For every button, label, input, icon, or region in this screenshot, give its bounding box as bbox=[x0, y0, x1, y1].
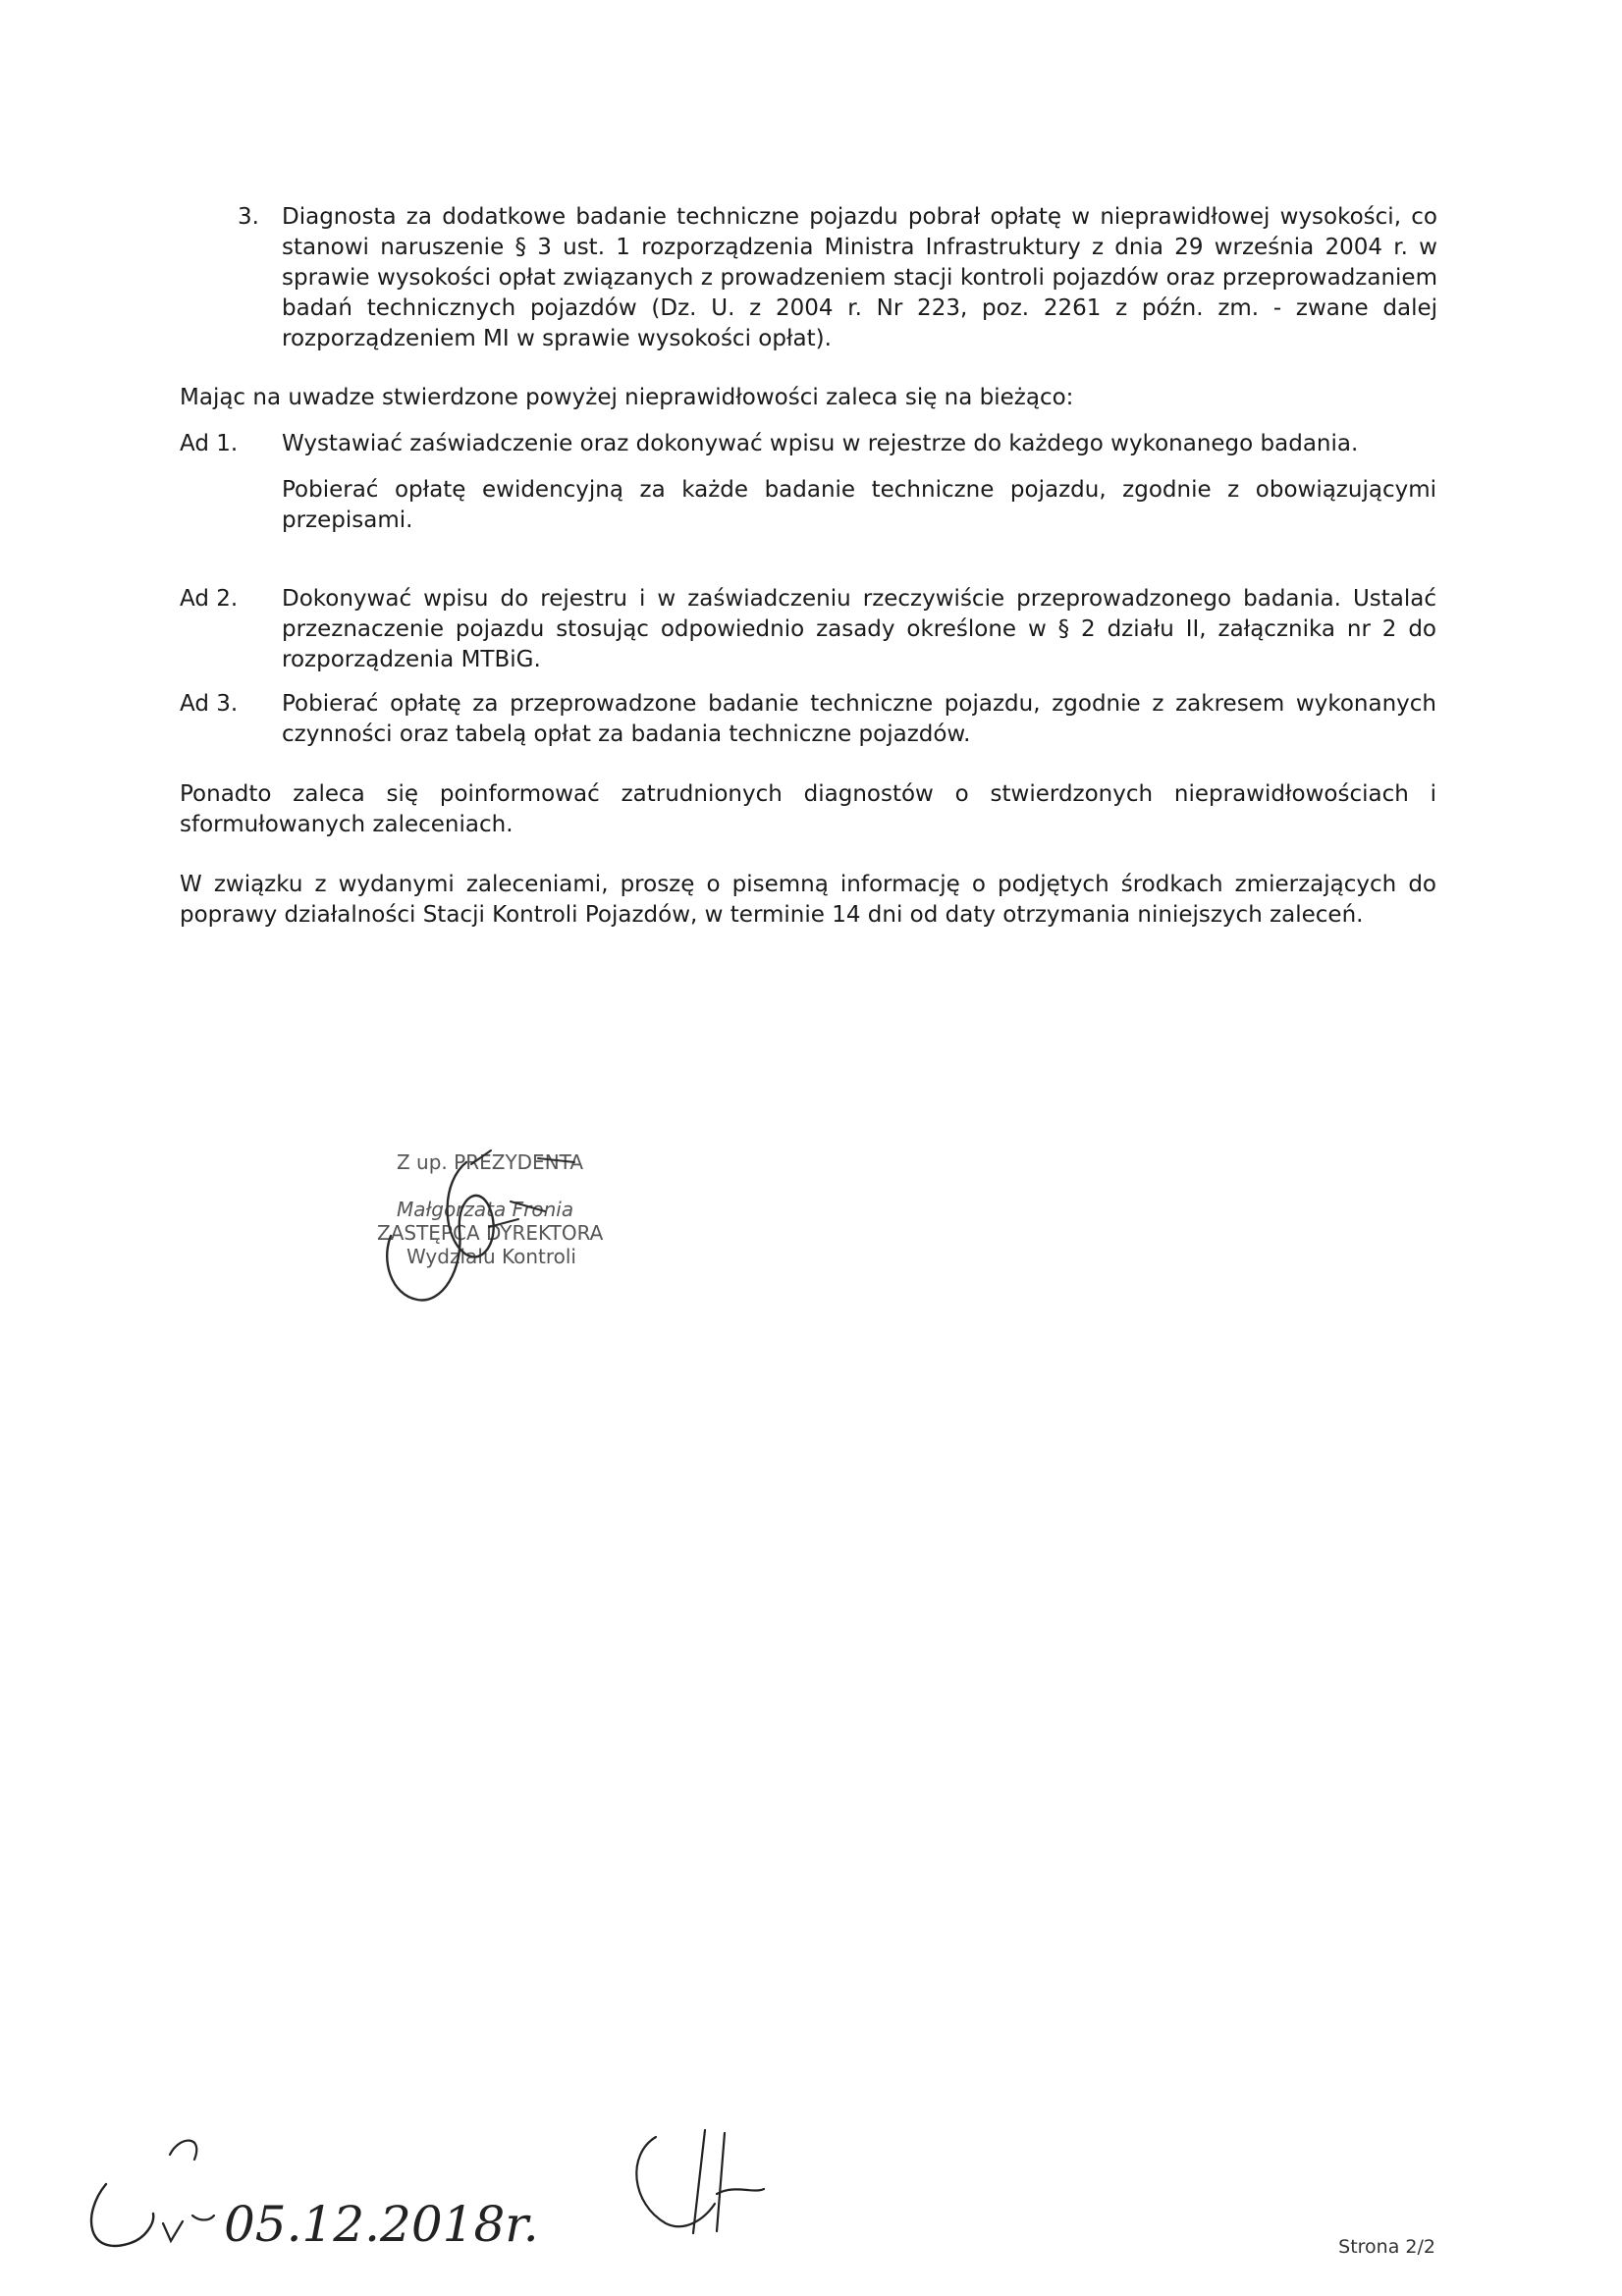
finding-text: Diagnosta za dodatkowe badanie techniczne pojazdu pobrał opłatę w nieprawidłowej wysokości, co stanowi naruszenie § 3 ust. 1 rozporządzenia Ministra Infrastruktury z dnia 29 września 2004 r. w sprawie wysokości opłat związanych z prowadzeniem stacji kontroli pojazdów oraz przeprowadzaniem badań technicznych pojazdów (Dz. U. z 2004 r. Nr 223, poz. 2261 z późn. zm. - zwane dalej rozporządzeniem MI w sprawie wysokości opłat). bbox=[282, 204, 1437, 351]
signature-name: Małgorzata Fronia bbox=[397, 1198, 574, 1221]
recommendation-paragraph: Wystawiać zaświadczenie oraz dokonywać wpisu w rejestrze do każdego wykonanego badania. bbox=[282, 431, 1359, 456]
recommendation-paragraph: Dokonywać wpisu do rejestru i w zaświadczeniu rzeczywiście przeprowadzonego badania. Ustalać przeznaczenie pojazdu stosując odpowiednio zasady określone w § 2 działu II, załącznika nr 2 do rozporządzenia MTBiG. bbox=[282, 586, 1436, 672]
recommendation-ad-3 bbox=[180, 689, 1436, 766]
handwritten-date: 05.12.2018r. bbox=[224, 2196, 539, 2253]
inform-paragraph: Ponadto zaleca się poinformować zatrudnionych diagnostów o stwierdzonych nieprawidłowościach i sformułowanych zaleceniach. bbox=[180, 781, 1436, 837]
recommendation-label: Ad 1. bbox=[180, 431, 239, 456]
recommendation-paragraph: Pobierać opłatę ewidencyjną za każde badanie techniczne pojazdu, zgodnie z obowiązującymi przepisami. bbox=[282, 477, 1436, 533]
finding-item-3 bbox=[238, 202, 1437, 354]
signature-stamp bbox=[373, 1143, 668, 1329]
finding-number: 3. bbox=[238, 204, 259, 230]
handwritten-signature-icon bbox=[373, 1143, 668, 1329]
request-paragraph: W związku z wydanymi zaleceniami, proszę o pisemną informację o podjętych środkach zmierzających do poprawy działalności Stacji Kontroli Pojazdów, w terminie 14 dni od daty otrzymania niniejszych zaleceń. bbox=[180, 872, 1436, 928]
recommendation-ad-2 bbox=[180, 584, 1436, 691]
page-number: Strona 2/2 bbox=[1338, 2236, 1435, 2258]
signature-department: Wydziału Kontroli bbox=[406, 1245, 576, 1268]
recommendation-ad-1 bbox=[180, 429, 1436, 552]
recommendation-label: Ad 3. bbox=[180, 691, 239, 717]
signature-title: ZASTĘPCA DYREKTORA bbox=[377, 1221, 604, 1245]
recommendation-label: Ad 2. bbox=[180, 586, 239, 612]
signature-on-behalf: Z up. PREZYDENTA bbox=[397, 1150, 583, 1174]
handwritten-date-signature-icon bbox=[77, 2125, 784, 2272]
recommendation-paragraph: Pobierać opłatę za przeprowadzone badanie techniczne pojazdu, zgodnie z zakresem wykonanych czynności oraz tabelą opłat za badania techniczne pojazdów. bbox=[282, 691, 1436, 747]
recommendations-intro: Mając na uwadze stwierdzone powyżej nieprawidłowości zaleca się na bieżąco: bbox=[180, 385, 1074, 410]
